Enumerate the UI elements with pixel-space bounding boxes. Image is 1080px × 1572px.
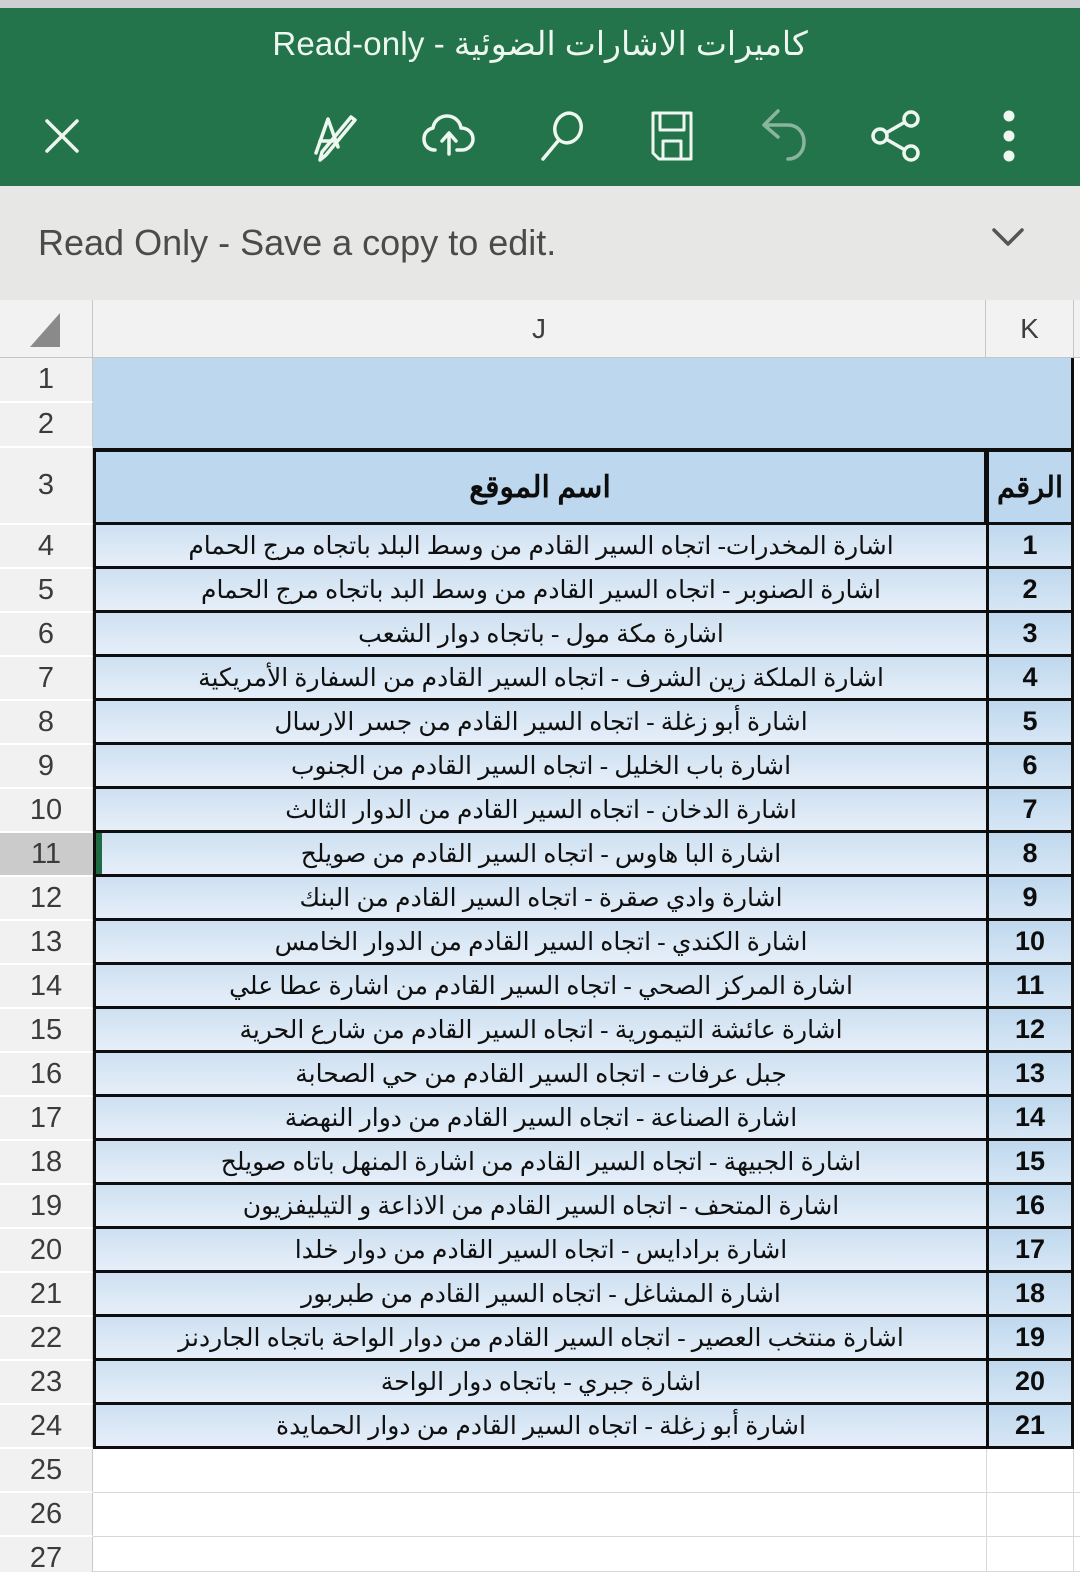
save-icon (643, 107, 701, 165)
row-header-5[interactable]: 5 (0, 569, 93, 613)
cell-J21[interactable]: اشارة المشاغل - اتجاه السير القادم من طبربور (93, 1273, 986, 1317)
row-header-18[interactable]: 18 (0, 1141, 93, 1185)
column-header-rest (1074, 300, 1080, 357)
grid-edge (1074, 745, 1080, 789)
row-header-3[interactable]: 3 (0, 448, 93, 525)
cell-K11[interactable]: 8 (986, 833, 1074, 877)
sheet-row-21 (0, 1273, 1080, 1317)
grid-edge (1074, 1361, 1080, 1405)
cell-K18[interactable]: 15 (986, 1141, 1074, 1185)
sheet-row-23 (0, 1361, 1080, 1405)
row-header-19[interactable]: 19 (0, 1185, 93, 1229)
format-button[interactable] (305, 104, 369, 168)
cell-J11[interactable]: اشارة البا هاوس - اتجاه السير القادم من صويلح (93, 833, 986, 877)
row-header-13[interactable]: 13 (0, 921, 93, 965)
cell-J14[interactable]: اشارة المركز الصحي - اتجاه السير القادم من اشارة عطا علي (93, 965, 986, 1009)
row-header-6[interactable]: 6 (0, 613, 93, 657)
sheet-row-8 (0, 701, 1080, 745)
share-button[interactable] (863, 104, 927, 168)
cell-J7[interactable]: اشارة الملكة زين الشرف - اتجاه السير القادم من السفارة الأمريكية (93, 657, 986, 701)
cell-K20[interactable]: 17 (986, 1229, 1074, 1273)
cell-K3-number-header[interactable]: الرقم (986, 448, 1074, 525)
sheet-row-27 (0, 1537, 1080, 1572)
format-edit-icon (308, 107, 366, 165)
cell-J13[interactable]: اشارة الكندي - اتجاه السير القادم من الدوار الخامس (93, 921, 986, 965)
cell-K6[interactable]: 3 (986, 613, 1074, 657)
cell-J5[interactable]: اشارة الصنوبر - اتجاه السير القادم من وسط البد باتجاه مرج الحمام (93, 569, 986, 613)
cell-J20[interactable]: اشارة برادايس - اتجاه السير القادم من دوار خلدا (93, 1229, 986, 1273)
select-all-triangle-icon (30, 313, 60, 347)
cell-J27[interactable] (93, 1537, 986, 1572)
grid-edge (1074, 1141, 1080, 1185)
cloud-upload-icon (419, 106, 479, 166)
grid-edge (1074, 1053, 1080, 1097)
upload-button[interactable] (417, 104, 481, 168)
close-icon (41, 115, 83, 157)
grid-edge (1074, 1537, 1080, 1572)
sheet-row-22 (0, 1317, 1080, 1361)
sheet-row-12 (0, 877, 1080, 921)
close-button[interactable] (30, 104, 94, 168)
cell-J3-site-name-header[interactable]: اسم الموقع (93, 448, 986, 525)
select-all-button[interactable] (0, 300, 93, 357)
empty-rows (0, 1449, 1080, 1572)
cell-K15[interactable]: 12 (986, 1009, 1074, 1053)
sheet-row-14 (0, 965, 1080, 1009)
status-bar (0, 0, 1080, 8)
sheet-row-25 (0, 1449, 1080, 1493)
row-header-8[interactable]: 8 (0, 701, 93, 745)
cell-J19[interactable]: اشارة المتحف - اتجاه السير القادم من الاذاعة و التيليفزيون (93, 1185, 986, 1229)
cell-K26[interactable] (986, 1493, 1074, 1537)
cell-K25[interactable] (986, 1449, 1074, 1493)
column-header-j[interactable]: J (93, 300, 986, 357)
grid-edge (1074, 1229, 1080, 1273)
grid-edge (1074, 1273, 1080, 1317)
spreadsheet (0, 300, 1080, 1572)
cell-K21[interactable]: 18 (986, 1273, 1074, 1317)
sheet-row-4 (0, 525, 1080, 569)
cell-J9[interactable]: اشارة باب الخليل - اتجاه السير القادم من الجنوب (93, 745, 986, 789)
sheet-row-18 (0, 1141, 1080, 1185)
cell-J6[interactable]: اشارة مكة مول - باتجاه دوار الشعب (93, 613, 986, 657)
undo-button[interactable] (753, 104, 817, 168)
chevron-down-icon[interactable] (988, 224, 1028, 252)
cell-J24[interactable]: اشارة أبو زغلة - اتجاه السير القادم من دوار الحمايدة (93, 1405, 986, 1449)
sheet-row-5 (0, 569, 1080, 613)
row-header-15[interactable]: 15 (0, 1009, 93, 1053)
cell-K9[interactable]: 6 (986, 745, 1074, 789)
row-header-23[interactable]: 23 (0, 1361, 93, 1405)
row-header-10[interactable]: 10 (0, 789, 93, 833)
cell-K17[interactable]: 14 (986, 1097, 1074, 1141)
grid-edge (1074, 358, 1080, 448)
search-button[interactable] (531, 104, 595, 168)
readonly-banner-text: Read Only - Save a copy to edit. (38, 222, 557, 263)
cell-K4[interactable]: 1 (986, 525, 1074, 569)
cell-K27[interactable] (986, 1537, 1074, 1572)
row-header-1[interactable]: 1 (0, 358, 93, 403)
cell-J12[interactable]: اشارة وادي صقرة - اتجاه السير القادم من البنك (93, 877, 986, 921)
app-header (0, 8, 1080, 186)
cell-K12[interactable]: 9 (986, 877, 1074, 921)
column-header-row (0, 300, 1080, 358)
readonly-banner[interactable] (0, 186, 1080, 300)
grid-edge (1074, 1449, 1080, 1493)
cell-J16[interactable]: جبل عرفات - اتجاه السير القادم من حي الصحابة (93, 1053, 986, 1097)
cell-J8[interactable]: اشارة أبو زغلة - اتجاه السير القادم من جسر الارسال (93, 701, 986, 745)
sheet-row-24 (0, 1405, 1080, 1449)
grid-edge (1074, 833, 1080, 877)
share-icon (867, 108, 923, 164)
active-cell-indicator (96, 833, 102, 874)
cell-K10[interactable]: 7 (986, 789, 1074, 833)
grid-edge (1074, 569, 1080, 613)
row-header-27[interactable]: 27 (0, 1537, 93, 1572)
cell-J26[interactable] (93, 1493, 986, 1537)
cell-K16[interactable]: 13 (986, 1053, 1074, 1097)
grid-edge (1074, 1317, 1080, 1361)
cell-J18[interactable]: اشارة الجبيهة - اتجاه السير القادم من اشارة المنهل باتاه صويلح (93, 1141, 986, 1185)
grid-edge (1074, 448, 1080, 525)
data-rows (0, 525, 1080, 1449)
row-header-9[interactable]: 9 (0, 745, 93, 789)
cell-J15[interactable]: اشارة عائشة التيمورية - اتجاه السير القادم من شارع الحرية (93, 1009, 986, 1053)
row-header-24[interactable]: 24 (0, 1405, 93, 1449)
sheet-row-20 (0, 1229, 1080, 1273)
row-header-14[interactable]: 14 (0, 965, 93, 1009)
grid-edge (1074, 877, 1080, 921)
column-header-k[interactable]: K (986, 300, 1074, 357)
sheet-row-16 (0, 1053, 1080, 1097)
overflow-menu-button[interactable] (977, 104, 1041, 168)
grid-edge (1074, 1405, 1080, 1449)
row-header-12[interactable]: 12 (0, 877, 93, 921)
grid-edge (1074, 1097, 1080, 1141)
cell-K13[interactable]: 10 (986, 921, 1074, 965)
cell-K23[interactable]: 20 (986, 1361, 1074, 1405)
grid-edge (1074, 1185, 1080, 1229)
sheet-row-19 (0, 1185, 1080, 1229)
sheet-row-7 (0, 657, 1080, 701)
cell-K24[interactable]: 21 (986, 1405, 1074, 1449)
sheet-row-13 (0, 921, 1080, 965)
merged-title-block-row (0, 358, 1080, 448)
grid-edge (1074, 921, 1080, 965)
cell-K5[interactable]: 2 (986, 569, 1074, 613)
grid-edge (1074, 613, 1080, 657)
sheet-row-6 (0, 613, 1080, 657)
cell-J17[interactable]: اشارة الصناعة - اتجاه السير القادم من دوار النهضة (93, 1097, 986, 1141)
cell-J10[interactable]: اشارة الدخان - اتجاه السير القادم من الدوار الثالث (93, 789, 986, 833)
undo-icon (756, 107, 814, 165)
grid-edge (1074, 1009, 1080, 1053)
sheet-row-15 (0, 1009, 1080, 1053)
sheet-row-26 (0, 1493, 1080, 1537)
save-button[interactable] (640, 104, 704, 168)
row-header-25[interactable]: 25 (0, 1449, 93, 1493)
row-header-11[interactable]: 11 (0, 833, 93, 877)
row-header-22[interactable]: 22 (0, 1317, 93, 1361)
sheet-row-11 (0, 833, 1080, 877)
grid-edge (1074, 965, 1080, 1009)
document-title: كاميرات الاشارات الضوئية - Read-only (272, 25, 808, 62)
cell-J25[interactable] (93, 1449, 986, 1493)
row-header-16[interactable]: 16 (0, 1053, 93, 1097)
search-icon (534, 107, 592, 165)
table-header-row (0, 448, 1080, 525)
row-header-17[interactable]: 17 (0, 1097, 93, 1141)
cell-K22[interactable]: 19 (986, 1317, 1074, 1361)
cell-J23[interactable]: اشارة جبري - باتجاه دوار الواحة (93, 1361, 986, 1405)
grid-edge (1074, 657, 1080, 701)
row-header-4[interactable]: 4 (0, 525, 93, 569)
cell-K14[interactable]: 11 (986, 965, 1074, 1009)
grid-edge (1074, 1493, 1080, 1537)
grid-edge (1074, 789, 1080, 833)
overflow-menu-icon (1002, 107, 1016, 165)
sheet-row-10 (0, 789, 1080, 833)
sheet-row-9 (0, 745, 1080, 789)
row-header-2[interactable]: 2 (0, 403, 93, 448)
cell-K19[interactable]: 16 (986, 1185, 1074, 1229)
row-header-21[interactable]: 21 (0, 1273, 93, 1317)
row-header-20[interactable]: 20 (0, 1229, 93, 1273)
sheet-row-17 (0, 1097, 1080, 1141)
cell-J22[interactable]: اشارة منتخب العصير - اتجاه السير القادم من دوار الواحة باتجاه الجاردنز (93, 1317, 986, 1361)
grid-edge (1074, 525, 1080, 569)
cell-K8[interactable]: 5 (986, 701, 1074, 745)
cell-J4[interactable]: اشارة المخدرات- اتجاه السير القادم من وسط البلد باتجاه مرج الحمام (93, 525, 986, 569)
row-header-26[interactable]: 26 (0, 1493, 93, 1537)
cell-K7[interactable]: 4 (986, 657, 1074, 701)
grid-edge (1074, 701, 1080, 745)
row-header-7[interactable]: 7 (0, 657, 93, 701)
cell-merged-J1-K2[interactable] (93, 358, 1074, 448)
